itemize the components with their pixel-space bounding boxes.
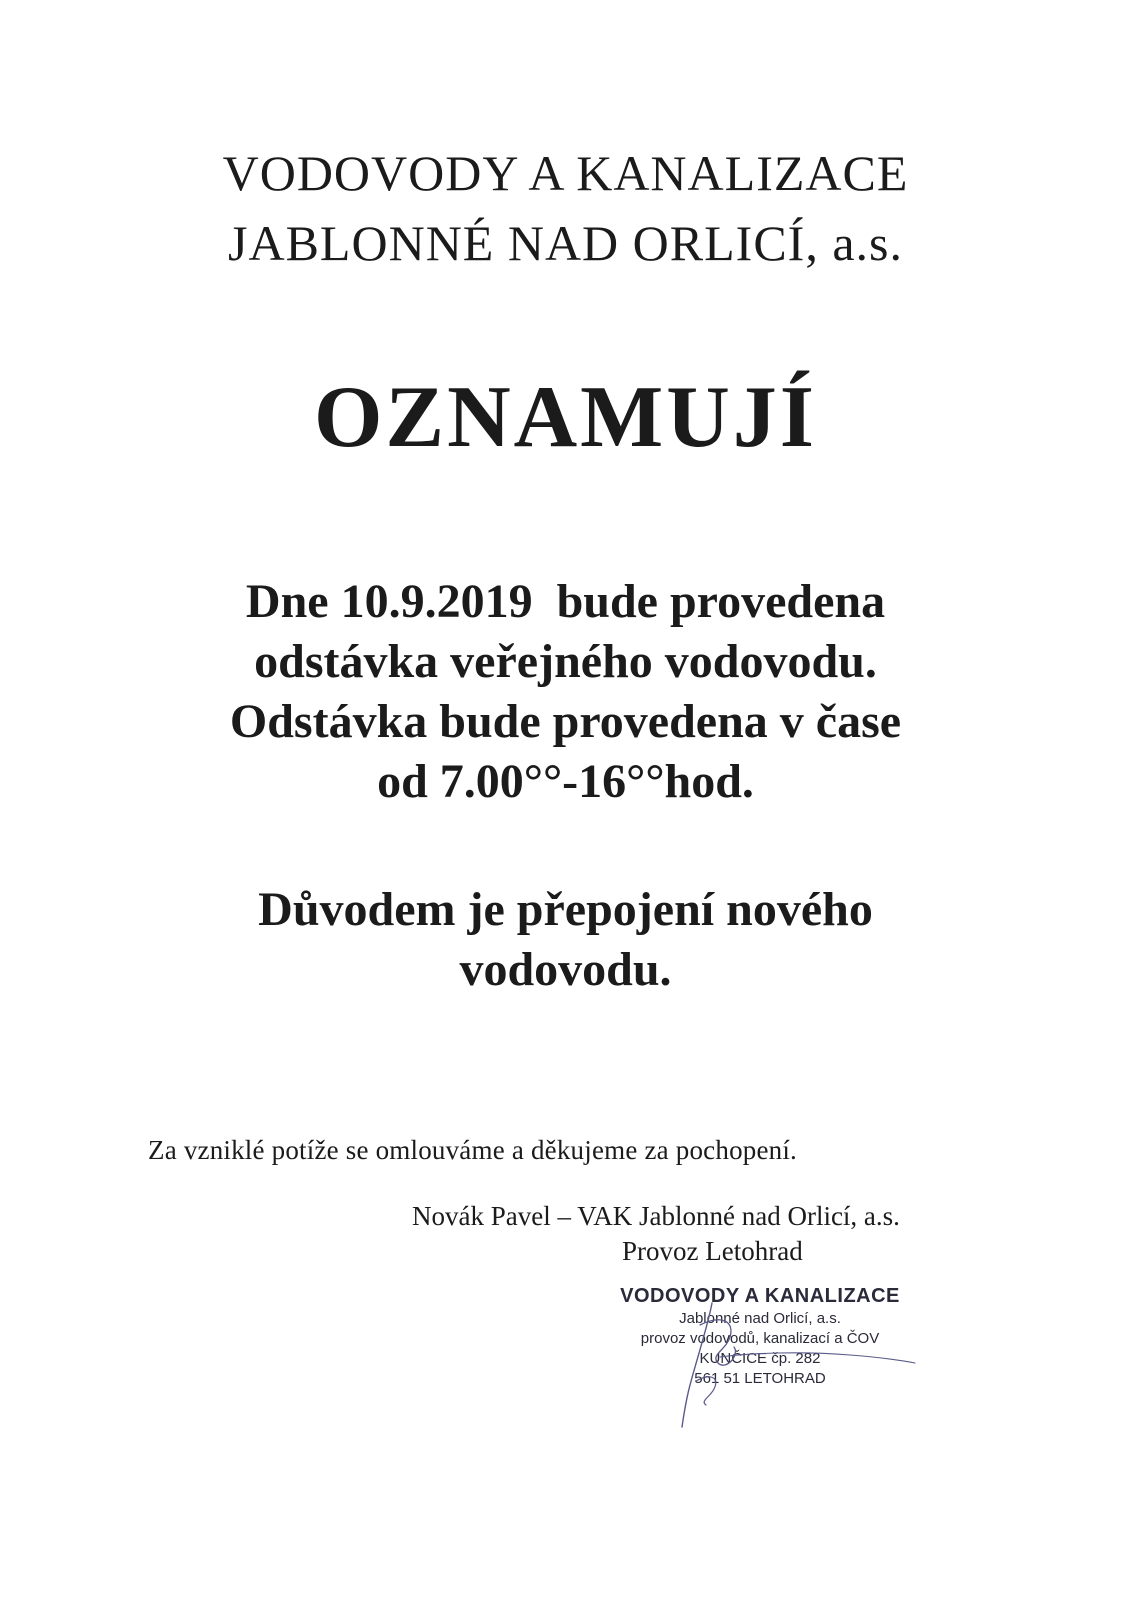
outage-notice <box>0 572 1131 812</box>
company-stamp <box>600 1283 920 1389</box>
outage-notice-line-1: Dne 10.9.2019 bude provedena <box>245 575 886 628</box>
apology-text: Za vzniklé potíže se omlouváme a děkujeme za pochopení. <box>148 1135 798 1165</box>
stamp-line-4: KUNČICE čp. 282 <box>699 1350 821 1367</box>
outage-reason <box>0 880 1131 1000</box>
signatory-department: Provoz Letohrad <box>622 1236 803 1266</box>
outage-reason-line-1: Důvodem je přepojení nového <box>258 883 873 936</box>
company-name-line-1: VODOVODY A KANALIZACE <box>222 145 909 201</box>
company-name <box>0 138 1131 278</box>
outage-notice-line-2: odstávka veřejného vodovodu. <box>254 635 877 688</box>
stamp-line-3: provoz vodovodů, kanalizací a ČOV <box>640 1330 880 1347</box>
signatory-name: Novák Pavel – VAK Jablonné nad Orlicí, a.s. <box>412 1201 900 1231</box>
stamp-line-5: 561 51 LETOHRAD <box>694 1370 826 1387</box>
headline: OZNAMUJÍ <box>313 369 818 466</box>
stamp-line-1: VODOVODY A KANALIZACE <box>620 1285 900 1307</box>
outage-notice-line-3: Odstávka bude provedena v čase <box>229 695 902 748</box>
outage-notice-line-4: od 7.00°°-16°°hod. <box>377 755 754 808</box>
stamp-line-2: Jablonné nad Orlicí, a.s. <box>679 1310 841 1327</box>
outage-reason-line-2: vodovodu. <box>459 943 672 996</box>
company-name-line-2: JABLONNÉ NAD ORLICÍ, a.s. <box>228 215 903 271</box>
